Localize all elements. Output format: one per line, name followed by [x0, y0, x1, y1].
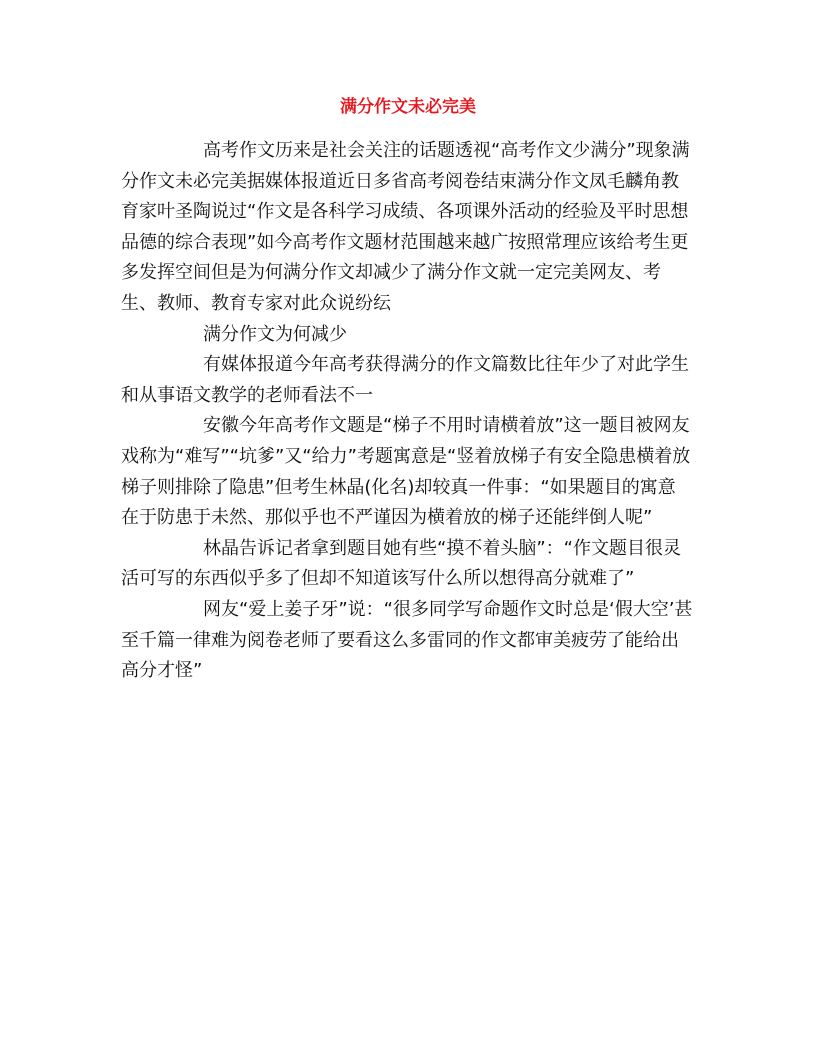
- document-title: 满分作文未必完美: [340, 97, 476, 117]
- paragraph-linjing-quote: 林晶告诉记者拿到题目她有些“摸不着头脑”：“作文题目很灵活可写的东西似乎多了但却不知道该写什么所以想得高分就难了”: [121, 537, 681, 590]
- paragraph-netizen-quote: 网友“爱上姜子牙”说：“很多同学写命题作文时总是‘假大空’甚至千篇一律难为阅卷老师了要看这么多雷同的作文都审美疲劳了能给出高分才怪”: [121, 598, 693, 682]
- paragraph-media-report: 有媒体报道今年高考获得满分的作文篇数比往年少了对此学生和从事语文教学的老师看法不一: [121, 354, 689, 406]
- paragraph-anhui-topic: 安徽今年高考作文题是“梯子不用时请横着放”这一题目被网友戏称为“难写”“坑爹”又“给力”考题寓意是“竖着放梯子有安全隐患横着放梯子则排除了隐患”但考生林晶(化名)却较真一件事：“如果题目的寓意在于防患于未然、那似乎也不严谨因为横着放的梯子还能绊倒人呢”: [121, 415, 691, 529]
- paragraph-subheading: 满分作文为何减少: [203, 323, 347, 345]
- document-body: [121, 136, 693, 687]
- paragraph-intro: 高考作文历来是社会关注的话题透视“高考作文少满分”现象满分作文未必完美据媒体报道近日多省高考阅卷结束满分作文凤毛麟角教育家叶圣陶说过“作文是各科学习成绩、各项课外活动的经验及平时思想品德的综合表现”如今高考作文题材范围越来越广按照常理应该给考生更多发挥空间但是为何满分作文却减少了满分作文就一定完美网友、考生、教师、教育专家对此众说纷纭: [121, 140, 690, 314]
